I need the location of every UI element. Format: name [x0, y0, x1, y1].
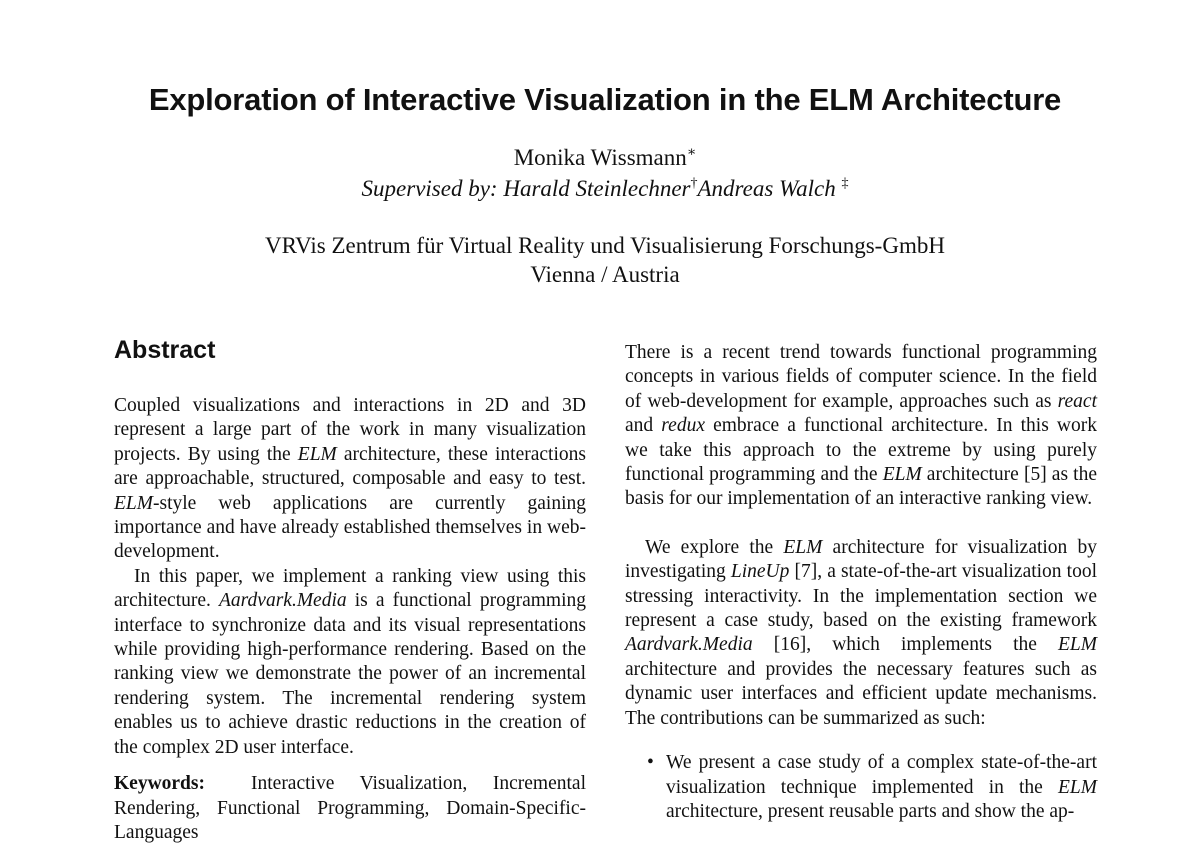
- contributions-list: [625, 751, 1097, 824]
- abstract-paragraph-1: [114, 394, 586, 565]
- text-run: and: [625, 415, 662, 437]
- text-run: -style web applications are currently gaining importance and have already established themselves in web-development.: [114, 492, 586, 563]
- author-name: Monika Wissmann: [513, 145, 687, 170]
- author-line: [0, 145, 1200, 171]
- text-run: We explore the: [645, 536, 784, 558]
- text-run: architecture and provides the necessary features such as dynamic user interfaces and efficient update mechanisms. The contributions can be summarized as such:: [625, 658, 1097, 729]
- text-run: [16], which implements the: [752, 634, 1058, 656]
- intro-paragraph-2: [625, 536, 1097, 731]
- text-run: In this paper, we implement a ranking view using this architecture.: [114, 565, 586, 612]
- intro-paragraph-1: [625, 341, 1097, 512]
- right-column: [625, 341, 1097, 824]
- text-run-italic: ELM: [114, 492, 153, 514]
- text-run: architecture, these interactions are approachable, structured, composable and easy to test.: [114, 443, 586, 490]
- abstract-heading: Abstract: [114, 336, 216, 364]
- location: Vienna / Austria: [530, 262, 680, 287]
- bullet-icon: •: [647, 752, 654, 774]
- supervisor-2: Andreas Walch: [697, 176, 842, 201]
- text-run: architecture for visualization by investigating: [625, 536, 1097, 583]
- text-run-italic: ELM: [297, 443, 337, 465]
- text-run-italic: Aardvark.Media: [625, 634, 753, 656]
- text-run: Coupled visualizations and interactions in 2D and 3D represent a large part of the work in many visualization projects. By using the: [114, 395, 586, 465]
- text-run: is a functional programming interface to synchronize data and its visual representations while providing high-performance rendering. Based on the ranking view we demonstrate the power of an incremental rendering system. The incremental rendering system enables us to achieve drastic reductions in the creation of the complex 2D user interface.: [114, 590, 586, 758]
- text-run-italic: ELM: [882, 464, 922, 486]
- text-run-italic: redux: [661, 415, 705, 437]
- author-footnote-mark: ∗: [686, 145, 697, 160]
- abstract-paragraph-2: [114, 565, 586, 760]
- keywords-label: Keywords:: [114, 773, 205, 795]
- list-item: [625, 751, 1097, 824]
- text-run: architecture [5] as the basis for our implementation of an interactive ranking view.: [625, 464, 1097, 510]
- text-run-italic: Aardvark.Media: [219, 590, 347, 612]
- supervised-prefix: Supervised by:: [361, 176, 504, 201]
- text-run-italic: ELM: [783, 536, 823, 558]
- supervisor-2-footnote-mark: ‡: [841, 176, 849, 191]
- text-run: We present a case study of a complex state-of-the-art visualization technique implemented in the: [666, 752, 1097, 798]
- text-run: There is a recent trend towards functional programming concepts in various fields of computer science. In the field of web-development for example, approaches such as: [625, 342, 1097, 412]
- affiliation: VRVis Zentrum für Virtual Reality und Visualisierung Forschungs-GmbH: [265, 233, 945, 258]
- keywords: [114, 772, 586, 845]
- keywords-list: Interactive Visualization, Incremental Rendering, Functional Programming, Domain-Specific-Languages: [114, 773, 586, 843]
- supervisor-1-footnote-mark: †: [690, 176, 698, 191]
- text-run-italic: ELM: [1058, 776, 1097, 798]
- text-run-italic: LineUp: [730, 561, 790, 583]
- text-run-italic: ELM: [1058, 634, 1097, 656]
- paper-title: Exploration of Interactive Visualization in the ELM Architecture: [148, 82, 1062, 117]
- supervisor-1: Harald Steinlechner: [503, 176, 691, 201]
- left-column: [114, 336, 586, 845]
- text-run-italic: react: [1057, 390, 1097, 412]
- text-run: embrace a functional architecture. In this work we take this approach to the extreme by using purely functional programming and the: [625, 415, 1098, 486]
- text-run: architecture, present reusable parts and show the ap-: [666, 800, 1075, 822]
- supervisors-line: [0, 176, 1200, 202]
- text-run: [7], a state-of-the-art visualization tool stressing interactivity. In the implementation section we represent a case study, based on the existing framework: [625, 561, 1097, 632]
